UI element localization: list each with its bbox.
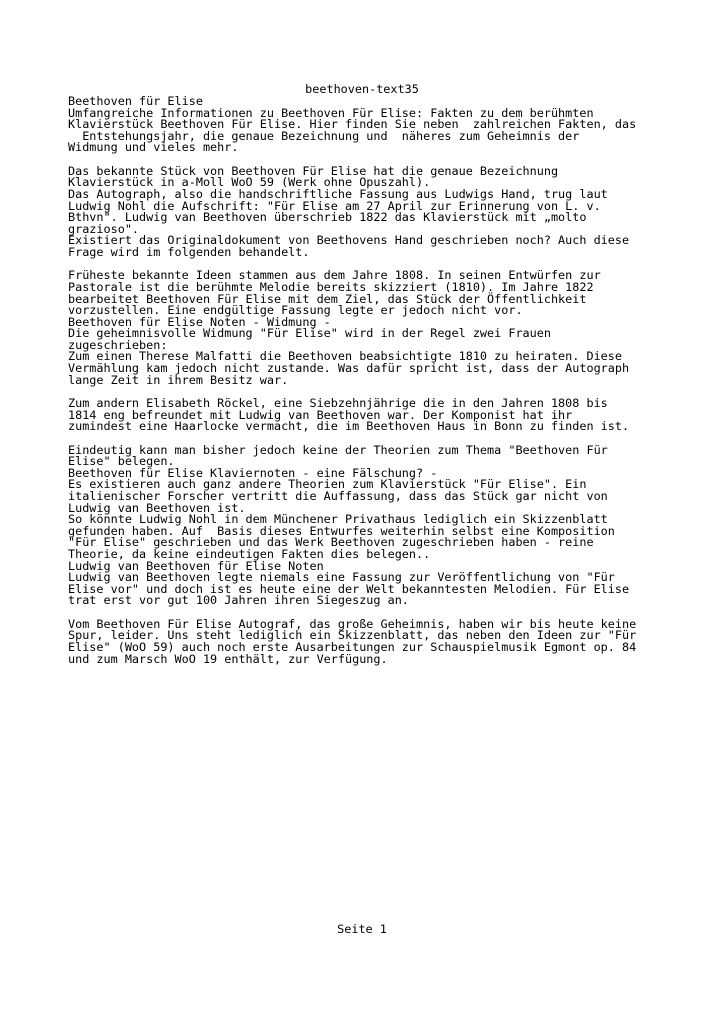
paragraph — [68, 398, 668, 433]
paragraph — [68, 163, 668, 259]
text-line: Klavierstück Beethoven Für Elise. Hier finden Sie neben zahlreichen Fakten, das — [68, 117, 637, 132]
text-line: Klavierstück in a-Moll WoO 59 (Werk ohne Opuszahl). — [68, 175, 431, 190]
text-line: Frage wird im folgenden behandelt. — [68, 244, 310, 259]
text-line: Beethoven für Elise Noten - Widmung - — [68, 314, 331, 329]
text-line: Zum einen Therese Malfatti die Beethoven beabsichtigte 1810 zu heiraten. Diese — [68, 349, 622, 364]
text-line: Theorie, da keine eindeutigen Fakten dies belegen.. — [68, 546, 431, 561]
text-line: Es existieren auch ganz andere Theorien zum Klavierstück "Für Elise". Ein — [68, 477, 587, 492]
paragraph — [68, 270, 668, 386]
document-body — [68, 96, 668, 665]
text-line: und zum Marsch WoO 19 enthält, zur Verfügung. — [68, 651, 388, 666]
text-line: Bthvn". Ludwig van Beethoven überschrieb 1822 das Klavierstück mit „molto — [68, 210, 587, 225]
text-line: Früheste bekannte Ideen stammen aus dem Jahre 1808. In seinen Entwürfen zur — [68, 268, 601, 283]
text-line: trat erst vor gut 100 Jahren ihren Siegeszug an. — [68, 593, 409, 608]
text-line: Ludwig van Beethoven legte niemals eine Fassung zur Veröffentlichung von "Für — [68, 570, 615, 585]
text-line: grazioso". — [68, 221, 140, 236]
text-line: 1814 eng befreundet mit Ludwig van Beethoven war. Der Komponist hat ihr — [68, 407, 573, 422]
text-line: bearbeitet Beethoven Für Elise mit dem Ziel, das Stück der Öffentlichkeit — [68, 291, 587, 306]
text-line: Spur, leider. Uns steht lediglich ein Skizzenblatt, das neben den Ideen zur "Für — [68, 628, 637, 643]
text-line: Vermählung kam jedoch nicht zustande. Was dafür spricht ist, dass der Autograph — [68, 361, 630, 376]
text-line: Pastorale ist die berühmte Melodie bereits skizziert (1810). Im Jahre 1822 — [68, 279, 594, 294]
paragraph — [68, 96, 668, 154]
text-line: Beethoven für Elise — [68, 94, 203, 108]
text-line: zumindest eine Haarlocke vermacht, die im Beethoven Haus in Bonn zu finden ist. — [68, 419, 630, 434]
text-line: Die geheimnisvolle Widmung "Für Elise" wird in der Regel zwei Frauen — [68, 326, 551, 341]
text-line: "Für Elise" geschrieben und das Werk Beethoven zugeschrieben haben - reine — [68, 535, 594, 550]
text-line: Widmung und vieles mehr. — [68, 140, 239, 155]
text-line: Beethoven für Elise Klaviernoten - eine Fälschung? - — [68, 465, 438, 480]
text-line: Das Autograph, also die handschriftliche Fassung aus Ludwigs Hand, trug laut — [68, 186, 608, 201]
text-line: Zum andern Elisabeth Röckel, eine Siebzehnjährige die in den Jahren 1808 bis — [68, 396, 608, 411]
text-line: lange Zeit in ihrem Besitz war. — [68, 372, 289, 387]
document-title: beethoven-text35 — [305, 82, 419, 96]
paragraph — [68, 616, 668, 666]
text-line: Elise" belegen. — [68, 454, 175, 469]
text-line: italienischer Forscher vertritt die Auffassung, dass das Stück gar nicht von — [68, 489, 608, 503]
text-line: Entstehungsjahr, die genaue Bezeichnung und näheres zum Geheimnis der — [68, 128, 580, 143]
page-number: Seite 1 — [337, 922, 387, 936]
text-line: gefunden haben. Auf Basis dieses Entwurfes weiterhin selbst eine Komposition — [68, 523, 615, 538]
text-line: Existiert das Originaldokument von Beethovens Hand geschrieben noch? Auch diese — [68, 233, 630, 248]
text-line: vorzustellen. Eine endgültige Fassung legte er jedoch nicht vor. — [68, 303, 523, 318]
text-line: Umfangreiche Informationen zu Beethoven Für Elise: Fakten zu dem berühmten — [68, 105, 594, 120]
text-line: Elise" (WoO 59) auch noch erste Ausarbeitungen zur Schauspielmusik Egmont op. 84 — [68, 639, 637, 654]
text-line: Ludwig Nohl die Aufschrift: "Für Elise am 27 April zur Erinnerung von L. v. — [68, 198, 601, 213]
text-line: Das bekannte Stück von Beethoven Für Elise hat die genaue Bezeichnung — [68, 163, 559, 178]
text-line: Ludwig van Beethoven für Elise Noten — [68, 558, 324, 573]
text-line: Ludwig van Beethoven ist. — [68, 500, 246, 515]
text-line: Vom Beethoven Für Elise Autograf, das große Geheimnis, haben wir bis heute keine — [68, 616, 637, 631]
text-line: zugeschrieben: — [68, 337, 168, 352]
text-line: Eindeutig kann man bisher jedoch keine der Theorien zum Thema "Beethoven Für — [68, 442, 608, 457]
paragraph — [68, 442, 668, 608]
text-line: Elise vor" und doch ist es heute eine der Welt bekanntesten Melodien. Für Elise — [68, 581, 630, 596]
text-line: So könnte Ludwig Nohl in dem Münchener Privathaus lediglich ein Skizzenblatt — [68, 512, 608, 527]
